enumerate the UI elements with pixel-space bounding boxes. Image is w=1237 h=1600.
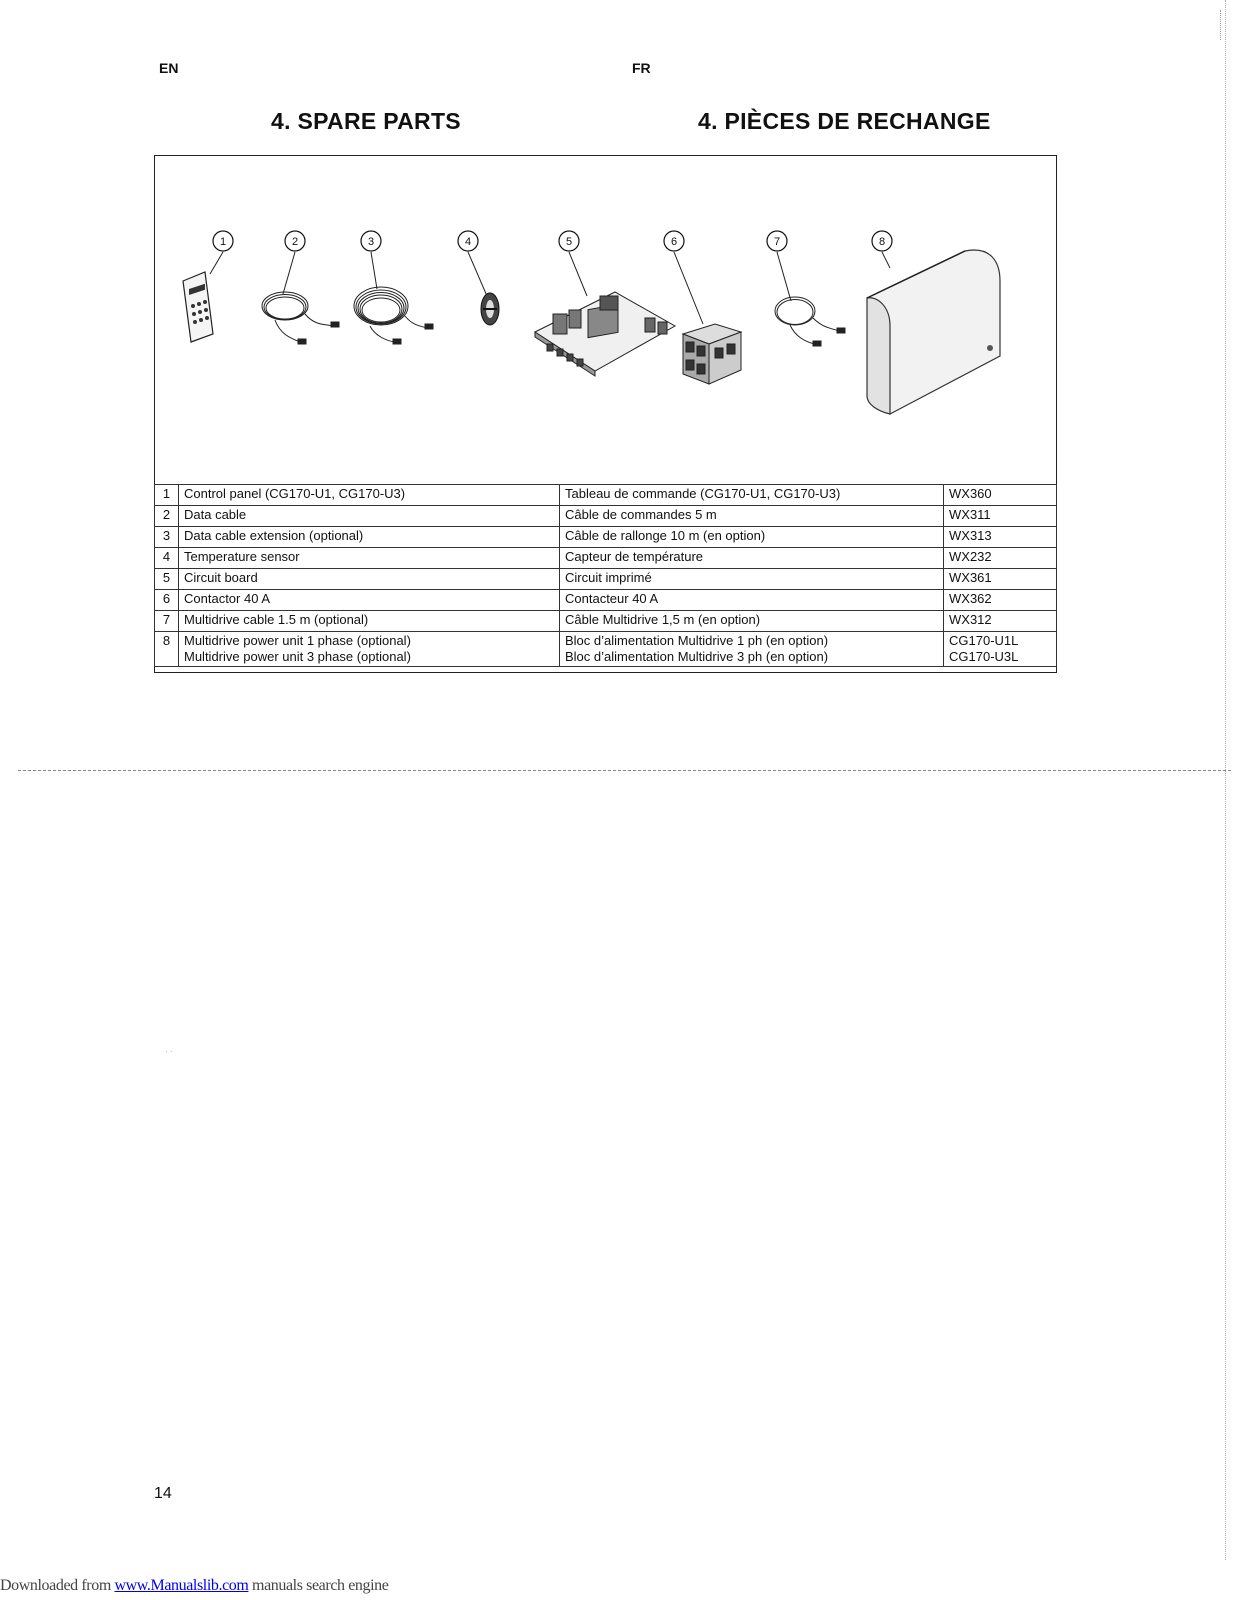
- spare-parts-table: [154, 484, 1057, 667]
- download-footer: [0, 1577, 388, 1595]
- part-number: 7: [155, 611, 179, 632]
- table-row: [155, 611, 1057, 632]
- data-cable-drawing: [262, 292, 339, 344]
- section-title-fr: 4. PIÈCES DE RECHANGE: [698, 108, 991, 134]
- table-row: [155, 632, 1057, 667]
- part-code-line1: CG170-U1L: [949, 633, 1019, 648]
- part-name-fr-line2: Bloc d’alimentation Multidrive 3 ph (en option): [565, 649, 829, 664]
- circuit-board-drawing: [535, 292, 675, 376]
- part-name-en: Contactor 40 A: [179, 590, 560, 611]
- part-name-en: [179, 632, 560, 667]
- callout-6: 6: [670, 236, 678, 248]
- part-number: 1: [155, 485, 179, 506]
- part-name-fr: Tableau de commande (CG170-U1, CG170-U3): [560, 485, 944, 506]
- part-name-fr: [560, 632, 944, 667]
- power-unit-drawing: [867, 250, 1000, 414]
- table-row: [155, 506, 1057, 527]
- part-code: WX360: [944, 485, 1057, 506]
- control-panel-drawing: [183, 272, 213, 342]
- part-code: WX312: [944, 611, 1057, 632]
- part-code: WX313: [944, 527, 1057, 548]
- page-divider: [18, 770, 1231, 771]
- part-code: WX361: [944, 569, 1057, 590]
- table-row: [155, 527, 1057, 548]
- footer-prefix: Downloaded from: [0, 1577, 115, 1594]
- part-number: 4: [155, 548, 179, 569]
- part-name-fr: Capteur de température: [560, 548, 944, 569]
- extension-cable-drawing: [354, 287, 433, 344]
- part-name-fr: Câble de rallonge 10 m (en option): [560, 527, 944, 548]
- callout-4: 4: [464, 236, 472, 248]
- multidrive-cable-drawing: [775, 297, 845, 346]
- scan-edge-line: [1225, 0, 1226, 1560]
- table-row: [155, 485, 1057, 506]
- part-number: 8: [155, 632, 179, 667]
- part-name-en: Control panel (CG170-U1, CG170-U3): [179, 485, 560, 506]
- part-code-line2: CG170-U3L: [949, 649, 1019, 664]
- part-code: WX311: [944, 506, 1057, 527]
- scan-speck: · ·: [165, 1047, 173, 1056]
- manualslib-link[interactable]: www.Manualslib.com: [114, 1577, 249, 1594]
- part-name-en: Data cable: [179, 506, 560, 527]
- part-name-fr: Câble Multidrive 1,5 m (en option): [560, 611, 944, 632]
- language-label-en: EN: [159, 60, 179, 76]
- spare-parts-figure: [154, 155, 1057, 673]
- temperature-sensor-drawing: [481, 293, 499, 325]
- part-name-fr: Câble de commandes 5 m: [560, 506, 944, 527]
- table-row: [155, 590, 1057, 611]
- page-number: 14: [154, 1485, 172, 1502]
- callout-3: 3: [367, 236, 375, 248]
- part-name-fr: Contacteur 40 A: [560, 590, 944, 611]
- part-number: 2: [155, 506, 179, 527]
- language-label-fr: FR: [632, 60, 651, 76]
- part-name-en-line2: Multidrive power unit 3 phase (optional): [184, 649, 411, 664]
- part-code: WX232: [944, 548, 1057, 569]
- part-name-en: Circuit board: [179, 569, 560, 590]
- callout-5: 5: [565, 236, 573, 248]
- part-name-en-line1: Multidrive power unit 1 phase (optional): [184, 633, 411, 648]
- callout-8: 8: [878, 236, 886, 248]
- parts-illustration: [155, 156, 1055, 486]
- table-row: [155, 548, 1057, 569]
- contactor-drawing: [683, 324, 741, 384]
- scan-edge-mark: [1220, 10, 1221, 40]
- part-number: 5: [155, 569, 179, 590]
- callout-7: 7: [773, 236, 781, 248]
- section-title-en: 4. SPARE PARTS: [271, 108, 461, 134]
- callout-1: 1: [219, 236, 227, 248]
- part-code: WX362: [944, 590, 1057, 611]
- callout-2: 2: [291, 236, 299, 248]
- part-code: [944, 632, 1057, 667]
- part-name-en: Multidrive cable 1.5 m (optional): [179, 611, 560, 632]
- part-number: 6: [155, 590, 179, 611]
- part-name-en: Temperature sensor: [179, 548, 560, 569]
- part-number: 3: [155, 527, 179, 548]
- part-name-en: Data cable extension (optional): [179, 527, 560, 548]
- part-name-fr-line1: Bloc d’alimentation Multidrive 1 ph (en option): [565, 633, 829, 648]
- table-row: [155, 569, 1057, 590]
- footer-suffix: manuals search engine: [248, 1577, 389, 1594]
- part-name-fr: Circuit imprimé: [560, 569, 944, 590]
